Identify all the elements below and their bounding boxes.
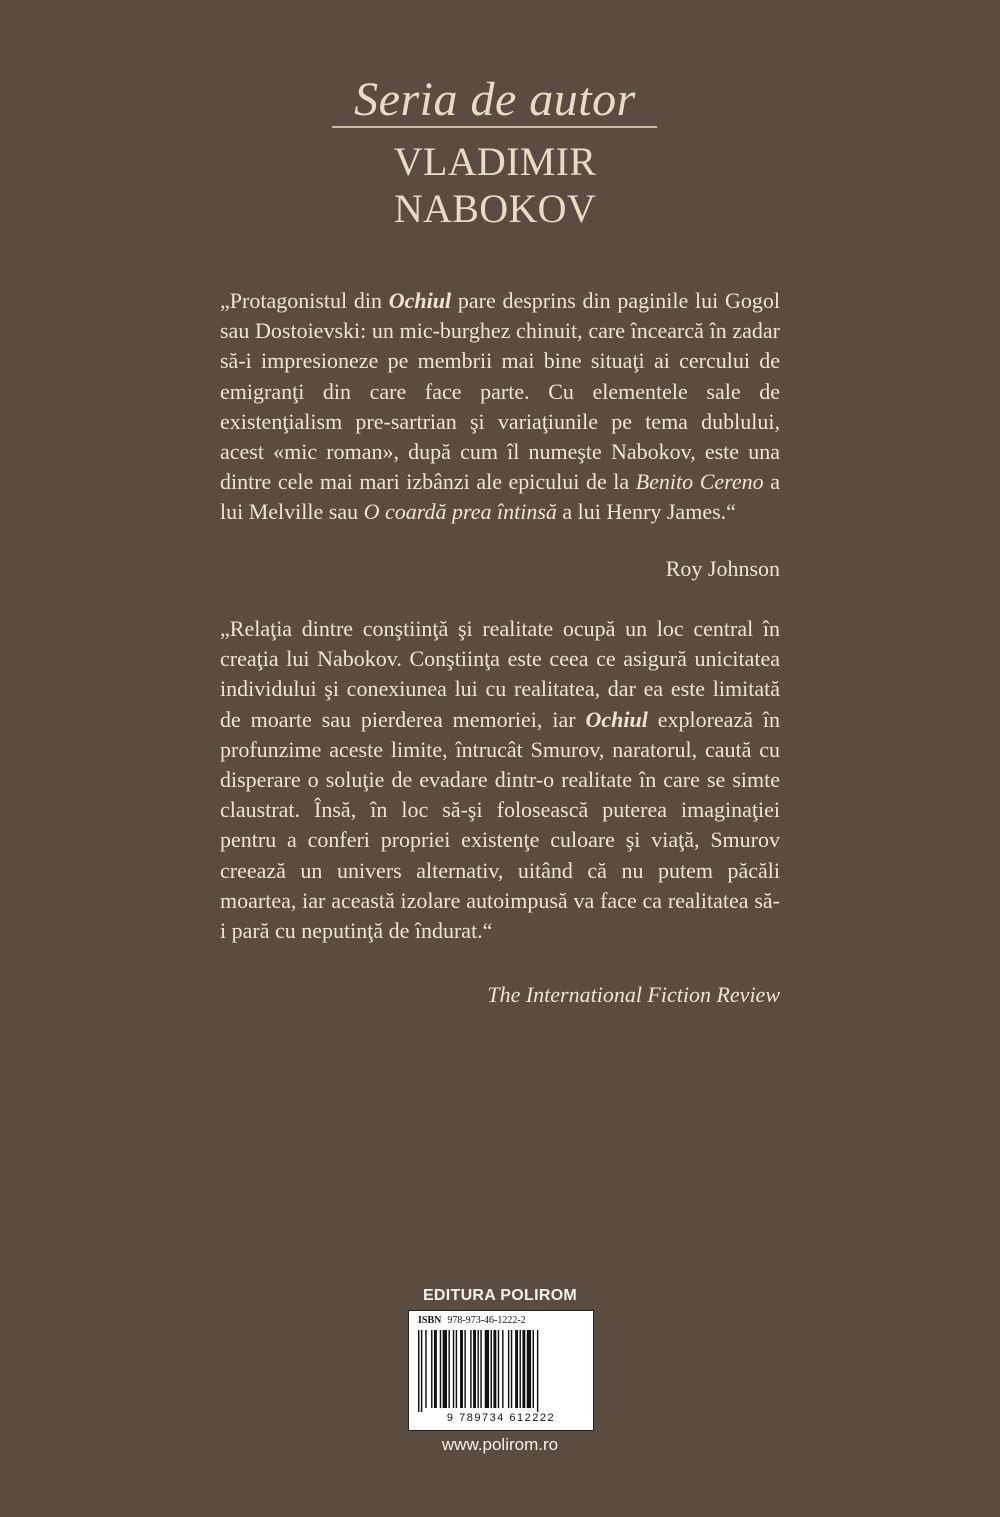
barcode-bar	[473, 1330, 476, 1408]
quote-text: explorează în profunzime aceste limite, întrucât Smurov, naratorul, caută cu disperare o soluţie de evadare dintr-o realitate în care se simte claustrat. Însă, în loc să-şi folosească puterea imaginaţiei pentru a conferi propriei existenţe culoare şi viaţă, Smurov creează un univers alternativ, uitând că nu putem păcăli moartea, iar această izolare autoimpusă va face ca realitatea să-i pară cu neputinţă de îndurat.“	[220, 706, 780, 944]
quote-attribution: The International Fiction Review	[487, 982, 780, 1007]
referenced-title: O coardă prea întinsă	[363, 499, 557, 525]
barcode-bar	[522, 1330, 525, 1408]
isbn-label: ISBN	[418, 1315, 442, 1326]
barcode-bar	[498, 1330, 499, 1408]
barcode-bar	[464, 1330, 465, 1408]
barcode-bar	[431, 1330, 432, 1408]
publisher-block	[408, 1287, 592, 1455]
barcode-bar	[477, 1330, 478, 1408]
review-quote-fiction-review	[220, 614, 780, 946]
author-name: VLADIMIR NABOKOV	[393, 139, 597, 231]
quote-attribution: Roy Johnson	[665, 556, 780, 581]
barcode-digits: 9 789734 612222	[446, 1412, 556, 1424]
quote-text: pare desprins din paginile lui Gogol sau Dostoievski: un mic-burghez chinuit, care încearcă în zadar să-i impresioneze pe membrii mai bine situaţi ai cercului de emigranţi din care face parte. Cu elementele sale de existenţialism pre-sartrian şi variaţiunile pe tema dublului, acest «mic roman», după cum îl numeşte Nabokov, este una dintre cele mai mari izbânzi ale epicului de la	[220, 288, 781, 495]
barcode-bar	[533, 1330, 534, 1408]
barcode-bar	[502, 1330, 503, 1408]
referenced-title: Benito Cereno	[635, 469, 764, 495]
barcode-bar	[537, 1330, 538, 1412]
barcode-bar	[460, 1330, 463, 1408]
barcode-bar	[485, 1330, 489, 1408]
barcode-bar	[520, 1330, 521, 1408]
barcode-bar	[418, 1330, 419, 1412]
publisher-name: EDITURA POLIROM	[422, 1287, 578, 1304]
barcode-bar	[440, 1330, 441, 1408]
title-divider	[332, 126, 657, 128]
barcode-bar	[511, 1330, 512, 1408]
barcode-bar	[443, 1330, 447, 1408]
barcode-bars	[412, 1328, 590, 1412]
barcode-bar	[453, 1330, 454, 1408]
barcode-bar	[425, 1330, 426, 1408]
series-title: Seria de autor	[354, 73, 636, 126]
book-title-emphasis: Ochiul	[585, 706, 648, 732]
isbn-line	[412, 1314, 590, 1328]
isbn-barcode	[408, 1310, 594, 1431]
barcode-bar	[515, 1330, 518, 1408]
barcode-bar	[434, 1330, 437, 1408]
barcode-bar	[448, 1330, 449, 1408]
barcode-bar	[470, 1330, 471, 1408]
isbn-number: 978-973-46-1222-2	[447, 1315, 526, 1326]
barcode-bar	[493, 1330, 496, 1408]
barcode-bar	[527, 1330, 531, 1408]
review-quote-roy-johnson	[220, 286, 780, 528]
quote-text: a lui Melville sau	[220, 469, 780, 525]
quote-text: a lui Henry James.“	[556, 499, 736, 525]
barcode-bar	[421, 1330, 422, 1412]
book-title-emphasis: Ochiul	[388, 288, 452, 313]
barcode-bar	[456, 1330, 457, 1408]
quote-text: „Protagonistul din	[220, 288, 389, 313]
barcode-bar	[491, 1330, 492, 1408]
publisher-website: www.polirom.ro	[441, 1435, 559, 1454]
quote-text: „Relaţia dintre conştiinţă şi realitate ocupă un loc central în creaţia lui Nabokov. Conştiinţa este ceea ce asigură unicitatea individului şi conexiunea lui cu realitatea, dar ea este limitată de moarte sau pierderea memoriei, iar	[220, 616, 780, 732]
barcode-bar	[508, 1330, 509, 1408]
barcode-bar	[480, 1330, 481, 1408]
